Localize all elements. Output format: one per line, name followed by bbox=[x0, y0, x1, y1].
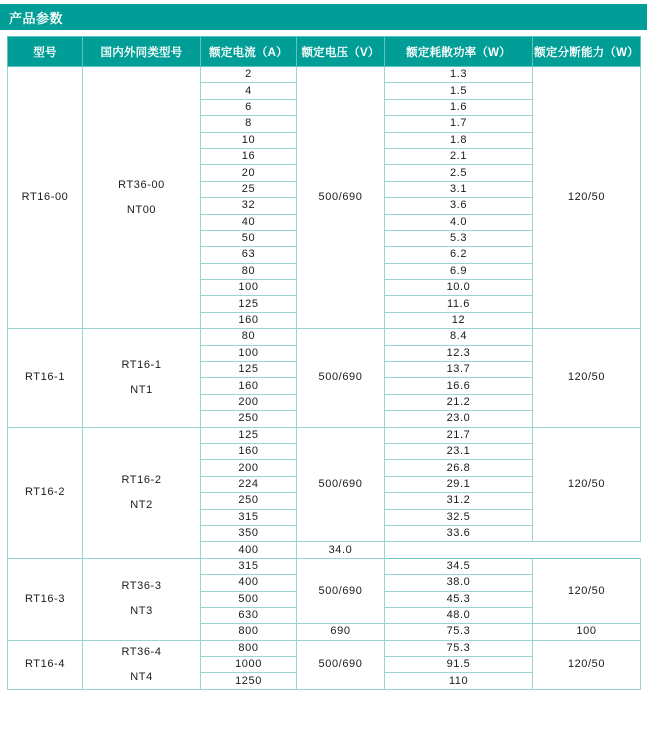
cell-rated-current: 20 bbox=[201, 165, 297, 181]
cell-rated-power-dissipation: 34.5 bbox=[385, 558, 533, 574]
equivalent-line-2: NT1 bbox=[130, 383, 153, 396]
cell-rated-power-dissipation: 23.1 bbox=[385, 443, 533, 459]
cell-rated-power-dissipation: 6.9 bbox=[385, 263, 533, 279]
equivalent-line-2: NT3 bbox=[130, 605, 153, 618]
table-row bbox=[8, 640, 641, 656]
cell-rated-power-dissipation: 5.3 bbox=[385, 230, 533, 246]
cell-rated-current: 400 bbox=[201, 542, 297, 558]
cell-rated-power-dissipation: 16.6 bbox=[385, 378, 533, 394]
cell-rated-power-dissipation: 31.2 bbox=[385, 493, 533, 509]
cell-rated-power-dissipation: 23.0 bbox=[385, 411, 533, 427]
cell-rated-power-dissipation: 32.5 bbox=[385, 509, 533, 525]
cell-rated-current: 100 bbox=[201, 345, 297, 361]
cell-model: RT16-00 bbox=[8, 67, 83, 329]
equivalent-line-2: NT2 bbox=[130, 498, 153, 511]
cell-rated-current: 250 bbox=[201, 411, 297, 427]
column-header-rated-current: 额定电流（A） bbox=[201, 37, 297, 67]
cell-rated-current: 160 bbox=[201, 312, 297, 328]
cell-rated-power-dissipation: 29.1 bbox=[385, 476, 533, 492]
cell-rated-current: 80 bbox=[201, 263, 297, 279]
column-header-rated-voltage: 额定电压（V） bbox=[297, 37, 385, 67]
equivalent-line-2: NT00 bbox=[126, 203, 157, 216]
equivalent-line-1: RT16-2 bbox=[121, 473, 162, 486]
cell-rated-power-dissipation: 38.0 bbox=[385, 575, 533, 591]
table-row bbox=[8, 329, 641, 345]
cell-model: RT16-4 bbox=[8, 640, 83, 689]
cell-rated-breaking-capacity: 120/50 bbox=[533, 329, 641, 427]
table-row bbox=[8, 558, 641, 574]
cell-rated-current: 10 bbox=[201, 132, 297, 148]
cell-rated-voltage: 690 bbox=[297, 624, 385, 640]
equivalent-line-2: NT4 bbox=[130, 670, 153, 683]
cell-rated-current: 16 bbox=[201, 148, 297, 164]
cell-rated-current: 1000 bbox=[201, 657, 297, 673]
cell-equivalent-model bbox=[83, 640, 201, 689]
cell-rated-power-dissipation: 34.0 bbox=[297, 542, 385, 558]
cell-rated-current: 200 bbox=[201, 394, 297, 410]
cell-rated-power-dissipation: 3.1 bbox=[385, 181, 533, 197]
cell-rated-current: 315 bbox=[201, 558, 297, 574]
cell-rated-breaking-capacity: 120/50 bbox=[533, 640, 641, 689]
cell-equivalent-model bbox=[83, 67, 201, 329]
cell-rated-power-dissipation: 21.7 bbox=[385, 427, 533, 443]
cell-rated-power-dissipation: 1.6 bbox=[385, 99, 533, 115]
cell-rated-current: 125 bbox=[201, 427, 297, 443]
cell-rated-current: 800 bbox=[201, 640, 297, 656]
cell-rated-current: 4 bbox=[201, 83, 297, 99]
cell-rated-power-dissipation: 26.8 bbox=[385, 460, 533, 476]
cell-model: RT16-2 bbox=[8, 427, 83, 558]
cell-rated-current: 350 bbox=[201, 525, 297, 541]
cell-rated-current: 63 bbox=[201, 247, 297, 263]
cell-rated-power-dissipation: 12.3 bbox=[385, 345, 533, 361]
cell-rated-current: 32 bbox=[201, 198, 297, 214]
cell-rated-power-dissipation: 10.0 bbox=[385, 280, 533, 296]
cell-rated-power-dissipation: 8.4 bbox=[385, 329, 533, 345]
table-row bbox=[8, 67, 641, 83]
cell-rated-current: 400 bbox=[201, 575, 297, 591]
cell-rated-breaking-capacity: 120/50 bbox=[533, 427, 641, 542]
cell-model: RT16-1 bbox=[8, 329, 83, 427]
cell-rated-power-dissipation: 2.1 bbox=[385, 148, 533, 164]
cell-rated-power-dissipation: 33.6 bbox=[385, 525, 533, 541]
cell-rated-breaking-capacity: 120/50 bbox=[533, 67, 641, 329]
cell-rated-power-dissipation: 75.3 bbox=[385, 640, 533, 656]
table-header-row bbox=[8, 37, 641, 67]
cell-equivalent-model bbox=[83, 427, 201, 558]
cell-rated-power-dissipation: 3.6 bbox=[385, 198, 533, 214]
cell-rated-voltage: 500/690 bbox=[297, 640, 385, 689]
section-title-bar bbox=[0, 4, 647, 30]
column-header-equivalent-model: 国内外同类型号 bbox=[83, 37, 201, 67]
cell-rated-power-dissipation: 21.2 bbox=[385, 394, 533, 410]
cell-rated-current: 6 bbox=[201, 99, 297, 115]
cell-rated-power-dissipation: 75.3 bbox=[385, 624, 533, 640]
column-header-rated-power-dissipation: 额定耗散功率（W） bbox=[385, 37, 533, 67]
cell-rated-power-dissipation: 2.5 bbox=[385, 165, 533, 181]
cell-rated-power-dissipation: 11.6 bbox=[385, 296, 533, 312]
cell-rated-current: 25 bbox=[201, 181, 297, 197]
cell-rated-power-dissipation: 6.2 bbox=[385, 247, 533, 263]
cell-rated-current: 500 bbox=[201, 591, 297, 607]
cell-rated-current: 200 bbox=[201, 460, 297, 476]
cell-rated-power-dissipation: 1.7 bbox=[385, 116, 533, 132]
cell-rated-current: 50 bbox=[201, 230, 297, 246]
page-title: 产品参数 bbox=[9, 10, 64, 26]
cell-rated-current: 250 bbox=[201, 493, 297, 509]
cell-rated-current: 2 bbox=[201, 67, 297, 83]
cell-equivalent-model bbox=[83, 329, 201, 427]
cell-rated-power-dissipation: 4.0 bbox=[385, 214, 533, 230]
cell-rated-power-dissipation: 1.8 bbox=[385, 132, 533, 148]
cell-rated-current: 630 bbox=[201, 607, 297, 623]
cell-rated-power-dissipation: 1.3 bbox=[385, 67, 533, 83]
cell-rated-current: 315 bbox=[201, 509, 297, 525]
equivalent-line-1: RT36-3 bbox=[121, 580, 162, 593]
cell-model: RT16-3 bbox=[8, 558, 83, 640]
equivalent-line-1: RT16-1 bbox=[121, 358, 162, 371]
cell-rated-power-dissipation: 13.7 bbox=[385, 362, 533, 378]
equivalent-line-1: RT36-4 bbox=[121, 645, 162, 658]
cell-rated-power-dissipation: 45.3 bbox=[385, 591, 533, 607]
table-row bbox=[8, 427, 641, 443]
cell-equivalent-model bbox=[83, 558, 201, 640]
cell-rated-current: 80 bbox=[201, 329, 297, 345]
cell-rated-current: 40 bbox=[201, 214, 297, 230]
cell-rated-power-dissipation: 48.0 bbox=[385, 607, 533, 623]
cell-rated-power-dissipation: 1.5 bbox=[385, 83, 533, 99]
equivalent-line-1: RT36-00 bbox=[118, 178, 165, 191]
cell-rated-power-dissipation: 91.5 bbox=[385, 657, 533, 673]
cell-rated-voltage: 500/690 bbox=[297, 329, 385, 427]
cell-rated-current: 1250 bbox=[201, 673, 297, 689]
cell-rated-current: 125 bbox=[201, 296, 297, 312]
cell-rated-current: 224 bbox=[201, 476, 297, 492]
cell-rated-current: 8 bbox=[201, 116, 297, 132]
cell-rated-breaking-capacity: 100 bbox=[533, 624, 641, 640]
cell-rated-voltage: 500/690 bbox=[297, 67, 385, 329]
column-header-model: 型号 bbox=[8, 37, 83, 67]
table-body bbox=[8, 67, 641, 690]
column-header-rated-breaking-capacity: 额定分断能力（W） bbox=[533, 37, 641, 67]
product-parameters-table bbox=[7, 36, 641, 690]
cell-rated-current: 125 bbox=[201, 362, 297, 378]
cell-rated-current: 800 bbox=[201, 624, 297, 640]
cell-rated-breaking-capacity: 120/50 bbox=[533, 558, 641, 624]
cell-rated-power-dissipation: 110 bbox=[385, 673, 533, 689]
cell-rated-current: 100 bbox=[201, 280, 297, 296]
cell-rated-voltage: 500/690 bbox=[297, 558, 385, 624]
cell-rated-power-dissipation: 12 bbox=[385, 312, 533, 328]
cell-rated-current: 160 bbox=[201, 443, 297, 459]
cell-rated-voltage: 500/690 bbox=[297, 427, 385, 542]
cell-rated-current: 160 bbox=[201, 378, 297, 394]
